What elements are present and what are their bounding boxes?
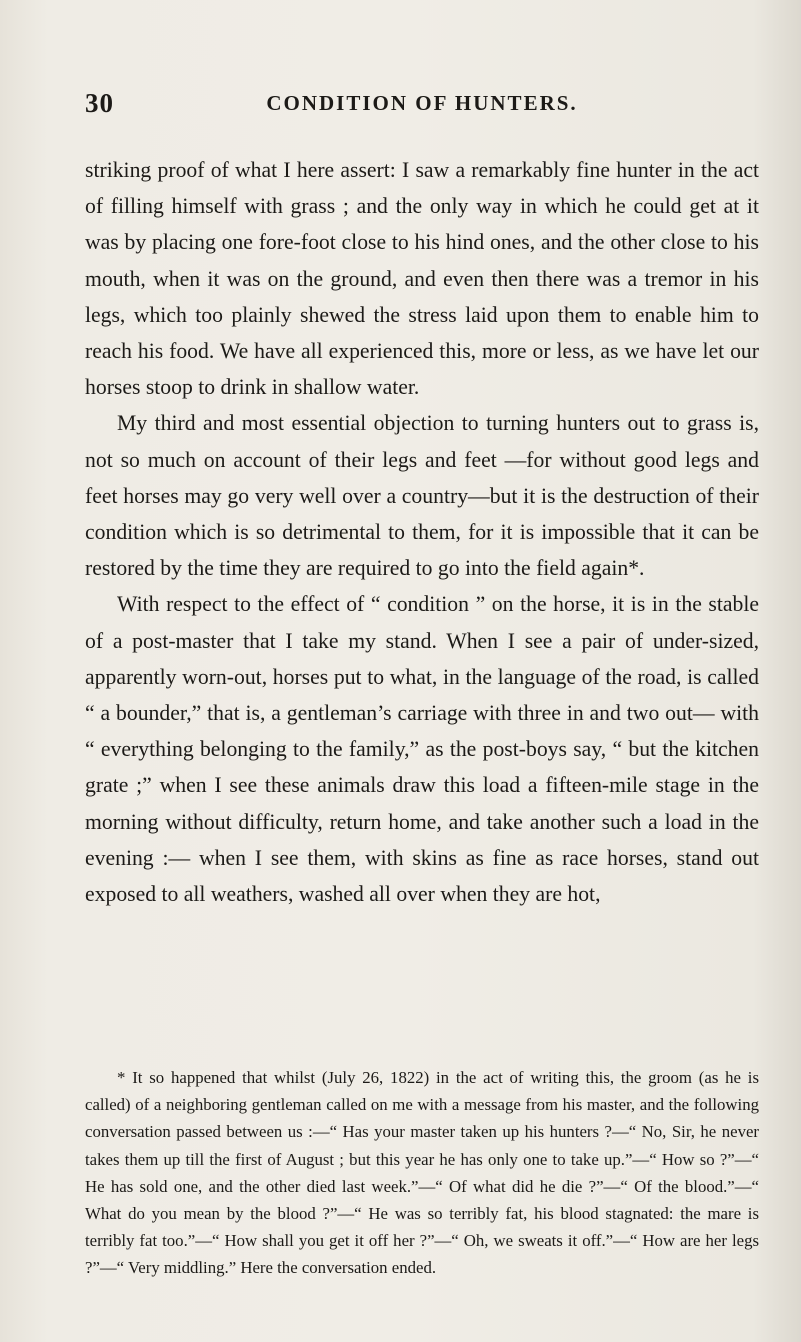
paragraph: striking proof of what I here assert: I saw a remarkably fine hunter in the act of filling himself with grass ; and the only way in which he could get at it was by placing one fore-foot close to his hind ones, and the other close to his mouth, when it was on the ground, and even then there was a tremor in his legs, which too plainly shewed the stress laid upon them to enable him to reach his food. We have all experienced this, more or less, as we have let our horses stoop to drink in shallow water.	[85, 158, 759, 400]
page-number: 30	[85, 88, 114, 118]
running-head: CONDITION OF HUNTERS.	[266, 91, 578, 115]
paragraph: With respect to the effect of “ condition ” on the horse, it is in the stable of a post-master that I take my stand. When I see a pair of under-sized, apparently worn-out, horses put to what, in the language of the road, is called “ a bounder,” that is, a gentleman’s carriage with three in and two out— with “ everything belonging to the family,” as the post-boys say, “ but the kitchen grate ;” when I see these animals draw this load a fifteen-mile stage in the morning without difficulty, return home, and take another such a load in the evening :— when I see them, with skins as fine as race horses, stand out exposed to all weathers, washed all over when they are hot,	[85, 592, 759, 907]
page-header	[85, 88, 759, 128]
footnote	[85, 1064, 759, 1282]
paragraph: My third and most essential objection to turning hunters out to grass is, not so much on account of their legs and feet —for without good legs and feet horses may go very well over a country—but it is the destruction of their condition which is so detrimental to them, for it is impossible that it can be restored by the time they are required to go into the field again*.	[85, 411, 759, 581]
footnote-text: * It so happened that whilst (July 26, 1822) in the act of writing this, the groom (as he is called) of a neighboring gentleman called on me with a message from his master, and the following conversation passed between us :—“ Has your master taken up his hunters ?—“ No, Sir, he never takes them up till the first of August ; but this year he has only one to take up.”—“ How so ?”—“ He has sold one, and the other died last week.”—“ Of what did he die ?”—“ Of the blood.”—“ What do you mean by the blood ?”—“ He was so terribly fat, his blood stagnated: the mare is terribly fat too.”—“ How shall you get it off her ?”—“ Oh, we sweats it off.”—“ How are her legs ?”—“ Very middling.” Here the conversation ended.	[85, 1068, 759, 1278]
body-text	[85, 152, 759, 912]
